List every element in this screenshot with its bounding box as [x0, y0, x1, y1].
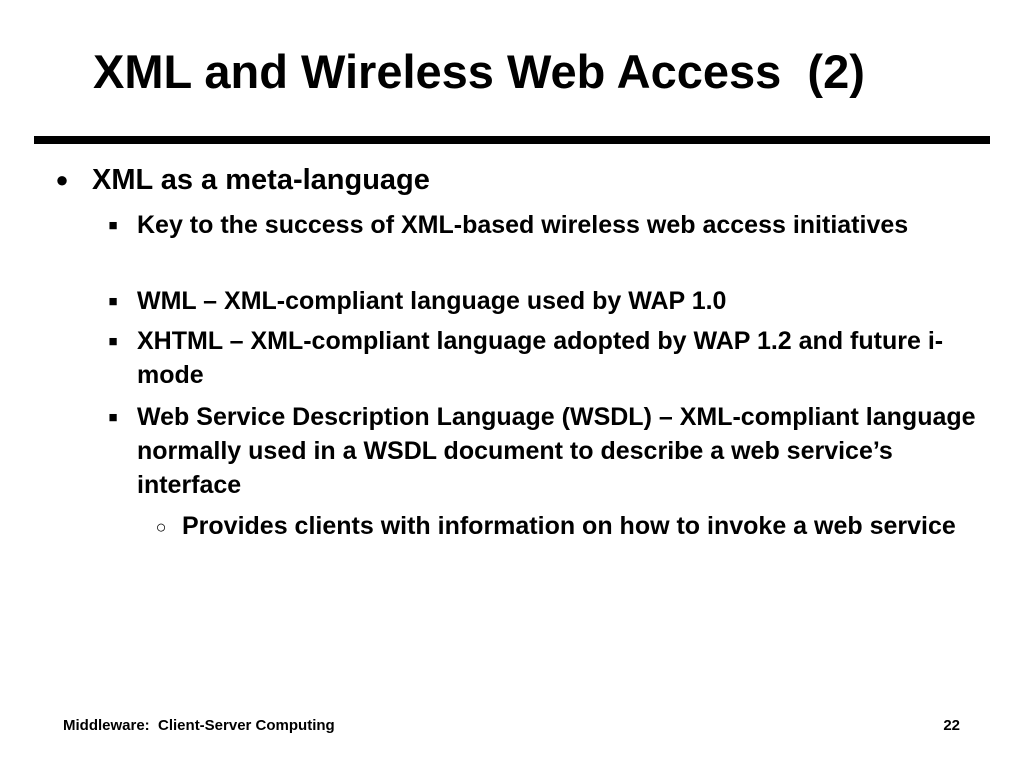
square-bullet-icon: ■ — [108, 217, 118, 234]
slide-title: XML and Wireless Web Access (2) — [93, 45, 865, 98]
filled-circle-bullet-icon: ● — [55, 167, 69, 192]
square-bullet-icon: ■ — [108, 293, 118, 310]
bullet-text: Provides clients with information on how to invoke a web service — [182, 512, 956, 540]
bullet-text: WML – XML-compliant language used by WAP 1.0 — [137, 287, 727, 315]
square-bullet-icon: ■ — [108, 333, 118, 350]
bullet-text: XML as a meta-language — [92, 164, 430, 196]
footer-course-title: Middleware: Client-Server Computing — [63, 717, 335, 734]
title-divider — [34, 136, 990, 144]
page-number: 22 — [943, 717, 960, 734]
bullet-text: XHTML – XML-compliant language adopted by WAP 1.2 and future i-mode — [137, 327, 944, 389]
bullet-text: Web Service Description Language (WSDL) – XML-compliant language normally used in a WSDL document to describe a web service’s interface — [137, 403, 976, 499]
bullet-text: Key to the success of XML-based wireless web access initiatives — [137, 211, 909, 239]
hollow-circle-bullet-icon: ○ — [155, 517, 167, 537]
square-bullet-icon: ■ — [108, 409, 118, 426]
